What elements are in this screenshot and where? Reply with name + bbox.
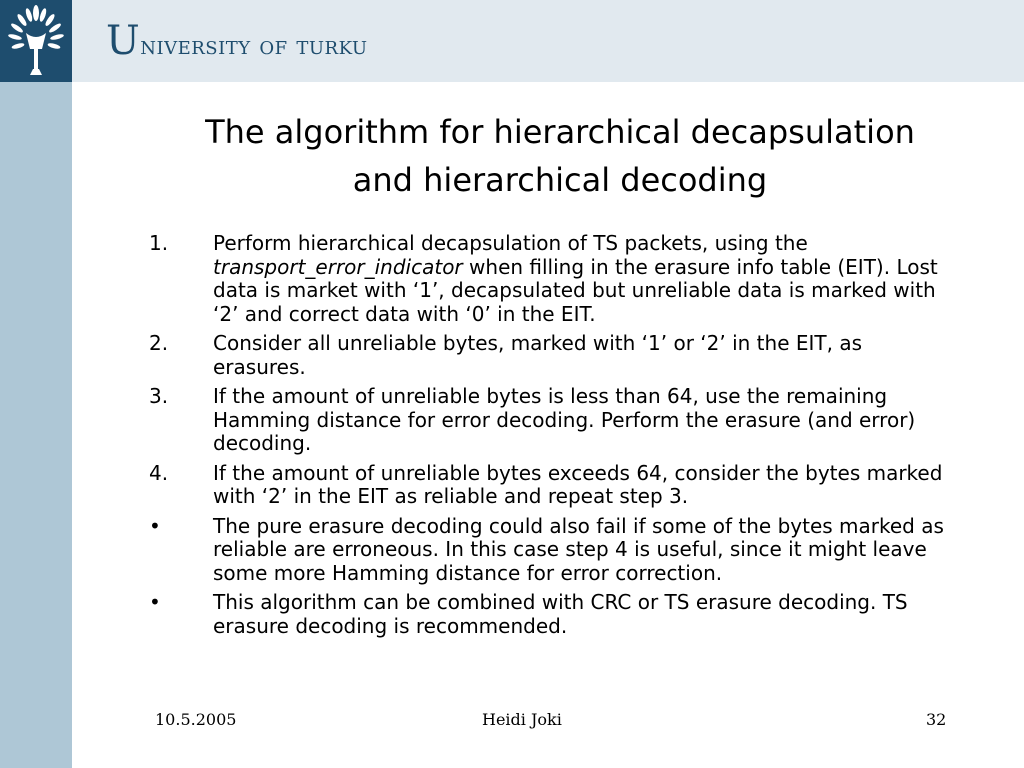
university-name-initial: U: [106, 18, 141, 64]
slide-title-line-2: and hierarchical decoding: [352, 161, 768, 199]
footer-date: 10.5.2005: [155, 710, 237, 729]
list-item-number: 1.: [149, 231, 169, 255]
slide-title: [100, 108, 1020, 204]
list-item-number: 2.: [149, 331, 169, 355]
university-torch-logo-icon: [6, 3, 66, 81]
list-item: [146, 385, 966, 456]
header-band: [72, 0, 1024, 82]
list-item-text: This algorithm can be combined with CRC or TS erasure decoding. TS erasure decoding is recommended.: [213, 590, 908, 638]
list-item-text: [213, 232, 953, 326]
list-item-number: 4.: [149, 460, 169, 485]
list-item-number: 3.: [149, 384, 169, 408]
footer-author: Heidi Joki: [482, 710, 562, 729]
list-item-text: The pure erasure decoding could also fail if some of the bytes marked as reliable are erroneous. In this case step 4 is useful, since it might leave some more Hamming distance for error correction.: [213, 513, 944, 585]
logo-panel: [0, 0, 72, 82]
list-item-italic-term: transport_error_indicator: [213, 254, 463, 279]
list-item-text: If the amount of unreliable bytes exceeds 64, consider the bytes marked with ‘2’ in the EIT as reliable and repeat step 3.: [213, 460, 943, 508]
list-item-text-end: when filling in the erasure info table (EIT). Lost data is market with ‘1’, decapsulated but unreliable data is marked with ‘2’ and correct data with ‘0’ in the EIT.: [213, 254, 938, 326]
list-item-bullet: •: [149, 590, 161, 614]
university-name: [106, 18, 368, 64]
list-item: [146, 591, 966, 638]
list-item-text: If the amount of unreliable bytes is less than 64, use the remaining Hamming distance for error decoding. Perform the erasure (and error) decoding.: [213, 384, 916, 455]
slide-title-line-1: The algorithm for hierarchical decapsulation: [205, 113, 915, 151]
footer-page-number: 32: [926, 710, 947, 729]
left-sidebar-bar: [0, 0, 72, 768]
list-item: [146, 232, 966, 326]
list-item-text-start: Perform hierarchical decapsulation of TS packets, using the: [213, 231, 808, 255]
list-item-text: Consider all unreliable bytes, marked with ‘1’ or ‘2’ in the EIT, as erasures.: [213, 331, 862, 379]
university-name-rest: niversity of turku: [140, 31, 368, 61]
list-item: [146, 332, 966, 379]
list-item: [146, 462, 966, 509]
slide-content: [146, 232, 966, 644]
list-item-bullet: •: [149, 513, 161, 538]
list-item: [146, 515, 966, 586]
